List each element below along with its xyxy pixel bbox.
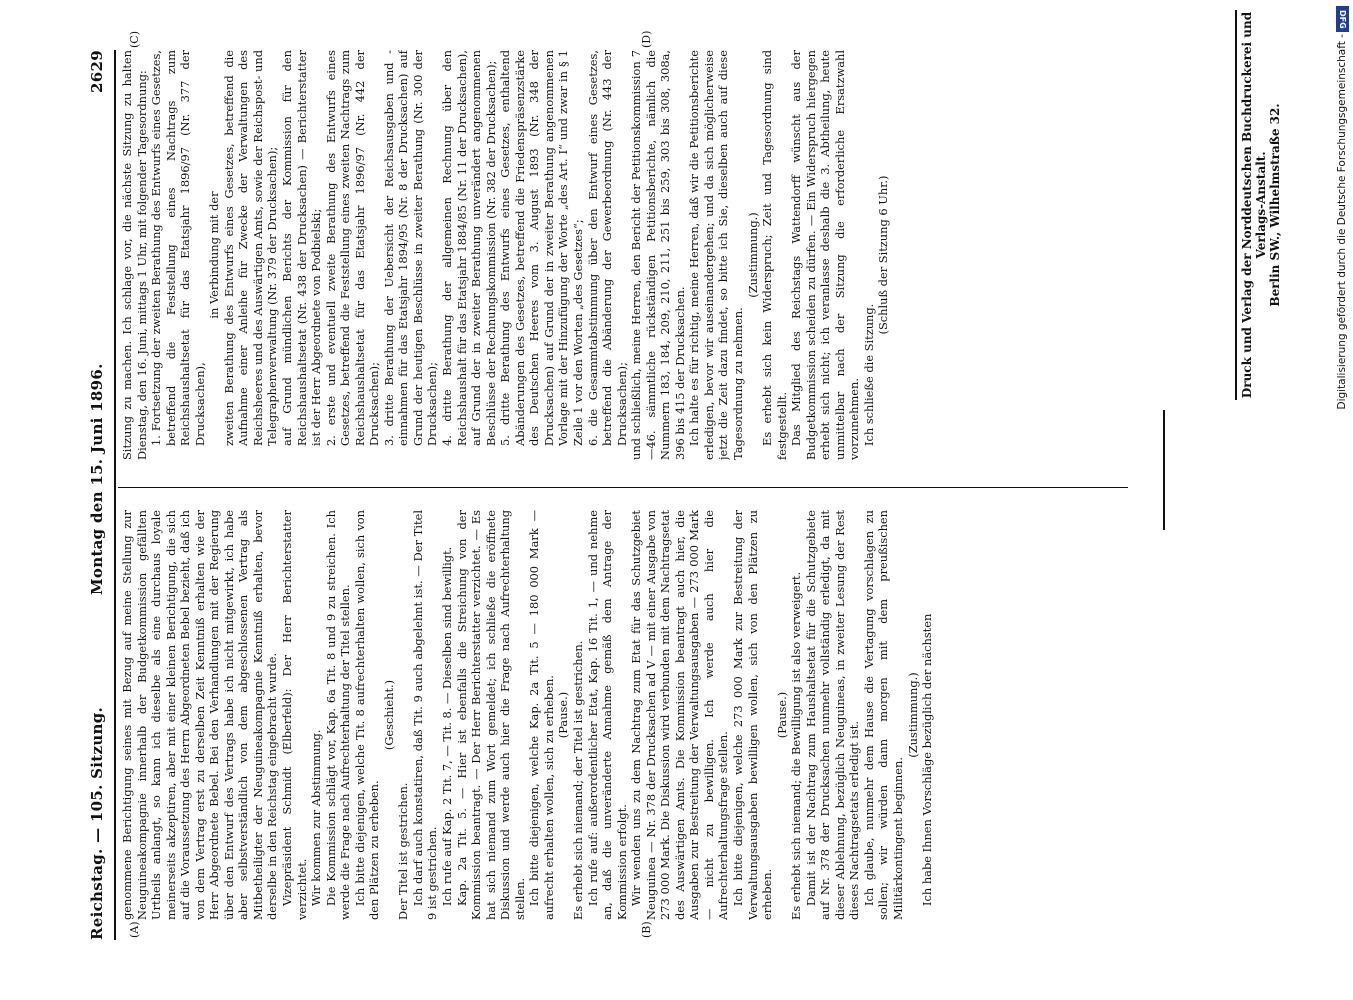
paragraph: Ich rufe auf Kap. 2 Tit. 7, — Tit. 8. — Dieselben sind bewilligt.: [440, 546, 455, 906]
paragraph: Ich glaube, nunmehr dem Hause die Vertagung vorschlagen zu sollen; wir würden dann morgen mit dem preußischen Militärkontingent beginnen.: [861, 510, 905, 920]
header-date: Montag den 15. Juni 1896.: [88, 363, 106, 595]
paragraph: Es erhebt sich kein Widerspruch; Zeit und Tagesordnung sind festgestellt.: [760, 50, 789, 460]
agenda-item: auf Grund mündlichen Berichts der Kommission für den Reichshaushaltsetat (Nr. 438 der Drucksachen) — Berichterstatter ist der Herr Abgeordnete von Podbielski;: [280, 50, 324, 446]
paragraph: Ich bitte diejenigen, welche Kap. 2a Tit. 5 — 180 000 Mark — aufrecht erhalten wollen, sich zu erheben.: [527, 510, 556, 920]
agenda-item: 6. die Gesammtabstimmung über den Entwurf eines Gesetzes, betreffend die Abänderung der Gewerbeordnung (Nr. 443 der Drucksachen);: [585, 50, 629, 446]
paragraph: Ich rufe auf: außerordentlicher Etat, Kap. 16 Tit. 1, — und nehme an, daß die unveränderte Annahme gemäß dem Antrage der Kommission erfolgt.: [585, 510, 629, 920]
paragraph: Damit ist der Nachtrag zum Haushaltsetat für die Schutzgebiete auf Nr. 378 der Drucksachen nunmehr vollständig erledigt, da mit dieser Ablehnung, bezüglich Neuguineas, in zweiter Lesung der Rest dieses Nachtragsetats erledigt ist.: [803, 510, 862, 920]
paragraph: Es erhebt sich niemand; der Titel ist gestrichen.: [570, 640, 585, 920]
paragraph: Es erhebt sich niemand; die Bewilligung ist also verweigert.: [789, 571, 804, 920]
margin-mark-d: (D): [640, 30, 653, 48]
imprint: [1240, 10, 1282, 400]
paragraph: genommene Berichtigung seines mit Bezug auf meine Stellung zur Neuguineakompagnie innerhalb der Budgetkommission gefällten Urtheils anlangt, so kann ich dieselbe als eine durchaus loyale meinerseits akzeptiren, aber mit einer kleinen Berichtigung, die sich auf die Voraussetzung des Herrn Abgeordneten Bebel bezieht, daß ich von dem Vertrag erst zu derselben Zeit Kenntniß erhalten wie der Herr Abgeordnete Bebel. Bei den Verhandlungen mit der Regierung über den Entwurf des Vertrags habe ich nicht mitgewirkt, ich habe aber selbstverständlich von dem abgeschlossenen Vertrag als Mitbetheiligter der Neuguineakompagnie Kenntniß erhalten, bevor derselbe in den Reichstag eingebracht wurde.: [120, 510, 280, 920]
stage-direction: (Pause.): [774, 691, 789, 739]
dfg-logo: DFG: [1336, 6, 1349, 32]
paragraph: Sitzung zu machen. Ich schlage vor, die nächste Sitzung zu halten Dienstag, den 16. Juni, mittags 1 Uhr, mit folgender Tagesordnung:: [120, 50, 149, 460]
paragraph: Ich schließe die Sitzung.: [861, 303, 876, 446]
stage-direction: (Zustimmung.): [745, 212, 760, 298]
agenda-item: zweiten Berathung des Entwurfs eines Gesetzes, betreffend die Aufnahme einer Anleihe für Zwecke der Verwaltungen des Reichsheeres und des Auswärtigen Amts, sowie der Reichspost- und Telegraphenverwaltung (Nr. 379 der Drucksachen);: [221, 50, 280, 446]
digitization-note: Digitalisierung gefördert durch die Deutsche Forschungsgemeinschaft -: [1336, 34, 1348, 410]
right-column: [120, 50, 1130, 460]
paragraph: Wir kommen zur Abstimmung.: [309, 729, 324, 906]
paragraph: Wir wenden uns zu dem Nachtrag zum Etat für das Schutzgebiet Neuguinea — Nr. 378 der Drucksachen ad V — mit einer Ausgabe von 273 000 Mark. Die Diskussion wird verbunden mit dem Nachtragsetat des Auswärtigen Amts. Die Kommission beantragt auch hier, die Ausgaben zur Bestreitung der Verwaltungsausgaben — 273 000 Mark — nicht zu bewilligen. Ich werde auch hier die Aufrechterhaltungsfrage stellen.: [629, 510, 731, 920]
paragraph: und schließlich, meine Herren, den Bericht der Petitionskommission 7—46. sämmtliche rückständigen Petitionsberichte, nämlich die Nummern 183, 184, 209, 210, 211, 251 bis 259, 303 bis 308, 308a, 396 bis 415 der Drucksachen.: [629, 50, 687, 460]
agenda-item: 4. dritte Berathung der allgemeinen Rechnung über den Reichshaushalt für das Etatsjahr 1884/85 (Nr. 11 der Drucksachen), auf Grund der in zweiter Berathung unverändert angenommenen Beschlüsse der Rechnungskommission (Nr. 382 der Drucksachen);: [440, 50, 498, 446]
stage-direction: (Geschieht.): [381, 679, 396, 751]
paragraph: Ich habe Ihnen Vorschläge bezüglich der nächsten: [920, 613, 935, 906]
agenda-item: 2. erste und eventuell zweite Berathung des Entwurfs eines Gesetzes, betreffend die Feststellung eines zweiten Nachtrags zum Reichshaushaltsetat für das Etatsjahr 1896/97 (Nr. 442 der Drucksachen);: [323, 50, 382, 446]
paragraph: Die Kommission schlägt vor, Kap. 6a Tit. 8 und 9 zu streichen. Ich werde die Frage nach Aufrechterhaltung der Titel stellen.: [323, 510, 353, 920]
digitization-credit: [1332, 8, 1352, 992]
end-rule: [1163, 410, 1165, 530]
header-left: Reichstag. — 105. Sitzung.: [88, 706, 106, 940]
paragraph: Das Mitglied des Reichstags Wattendorff wünscht aus der Budgetkommission scheiden zu dürfen. — Ein Widerspruch hiergegen erhebt sich nicht; ich veranlasse deshalb die 3. Abtheilung, heute unmittelbar nach der Sitzung die erforderliche Ersatzwahl vorzunehmen.: [789, 50, 862, 460]
paragraph: Ich halte es für richtig, meine Herren, daß wir die Petitionsberichte erledigen, bevor wir auseinandergehen; und da sich möglicherweise jetzt die Zeit dazu findet, so bitte ich Sie, dieselben auch auf diese Tagesordnung zu nehmen.: [687, 50, 745, 460]
paragraph: Ich bitte diejenigen, welche Tit. 8 aufrechterhalten wollen, sich von den Plätzen zu erheben.: [352, 510, 382, 920]
header-rule: [114, 50, 116, 940]
footer-rule: [1235, 10, 1237, 400]
agenda-item: 5. dritte Berathung des Entwurfs eines Gesetzes, enthaltend Abänderungen des Gesetzes, betreffend die Friedenspräsenzstärke des Deutschen Heeres vom 3. August 1893 (Nr. 348 der Drucksachen) auf Grund der in zweiter Berathung angenommenen Vorlage mit der Hinzufügung der Worte „des Art. I“ und zwar in § 1 Zeile 1 vor den Worten „des Gesetzes“;: [498, 50, 585, 446]
paragraph: Kap. 2a Tit. 5. — Hier ist ebenfalls die Streichung von der Kommission beantragt. — Der Herr Berichterstatter verzichtet. — Es hat sich niemand zum Wort gemeldet; ich schließe die eröffnete Diskussion und werde auch hier die Frage nach Aufrechterhaltung stellen.: [454, 510, 527, 920]
paragraph: Ich darf auch konstatiren, daß Tit. 9 auch abgelehnt ist. — Der Titel 9 ist gestrichen.: [410, 510, 440, 920]
margin-mark-c: (C): [128, 31, 141, 48]
stage-direction: (Schluß der Sitzung 6 Uhr.): [876, 175, 891, 335]
stage-direction: (Pause.): [556, 691, 571, 739]
margin-mark-b: (B): [640, 921, 653, 938]
column-divider: [118, 487, 1128, 488]
imprint-line-1: Druck und Verlag der Norddeutschen Buchdruckerei und Verlags-Anstalt.: [1240, 11, 1268, 399]
paragraph: in Verbindung mit der: [207, 191, 222, 319]
running-header: [88, 50, 114, 940]
agenda-item: 3. dritte Berathung der Uebersicht der Reichsausgaben und -einnahmen für das Etatsjahr 1894/95 (Nr. 8 der Drucksachen) auf Grund der heutigen Beschlüsse in zweiter Berathung (Nr. 300 der Drucksachen);: [381, 50, 440, 446]
imprint-line-2: Berlin SW., Wilhelmstraße 32.: [1268, 103, 1282, 307]
left-column: [120, 510, 1130, 920]
stage-direction: (Zustimmung.): [905, 672, 920, 758]
agenda-item: 1. Fortsetzung der zweiten Berathung des Entwurfs eines Gesetzes, betreffend die Feststellung eines Nachtrags zum Reichshaushaltsetat für das Etatsjahr 1896/97 (Nr. 377 der Drucksachen),: [149, 50, 207, 446]
paragraph: Der Titel ist gestrichen.: [396, 782, 411, 920]
paragraph: Ich bitte diejenigen, welche 273 000 Mark zur Bestreitung der Verwaltungsausgaben bewilligen wollen, sich von den Plätzen zu erheben.: [730, 510, 775, 920]
margin-mark-a: (A): [128, 921, 141, 938]
page-number: 2629: [88, 50, 106, 93]
speaker-paragraph: Vizepräsident Schmidt (Elberfeld): Der Herr Berichterstatter verzichtet.: [280, 510, 309, 920]
